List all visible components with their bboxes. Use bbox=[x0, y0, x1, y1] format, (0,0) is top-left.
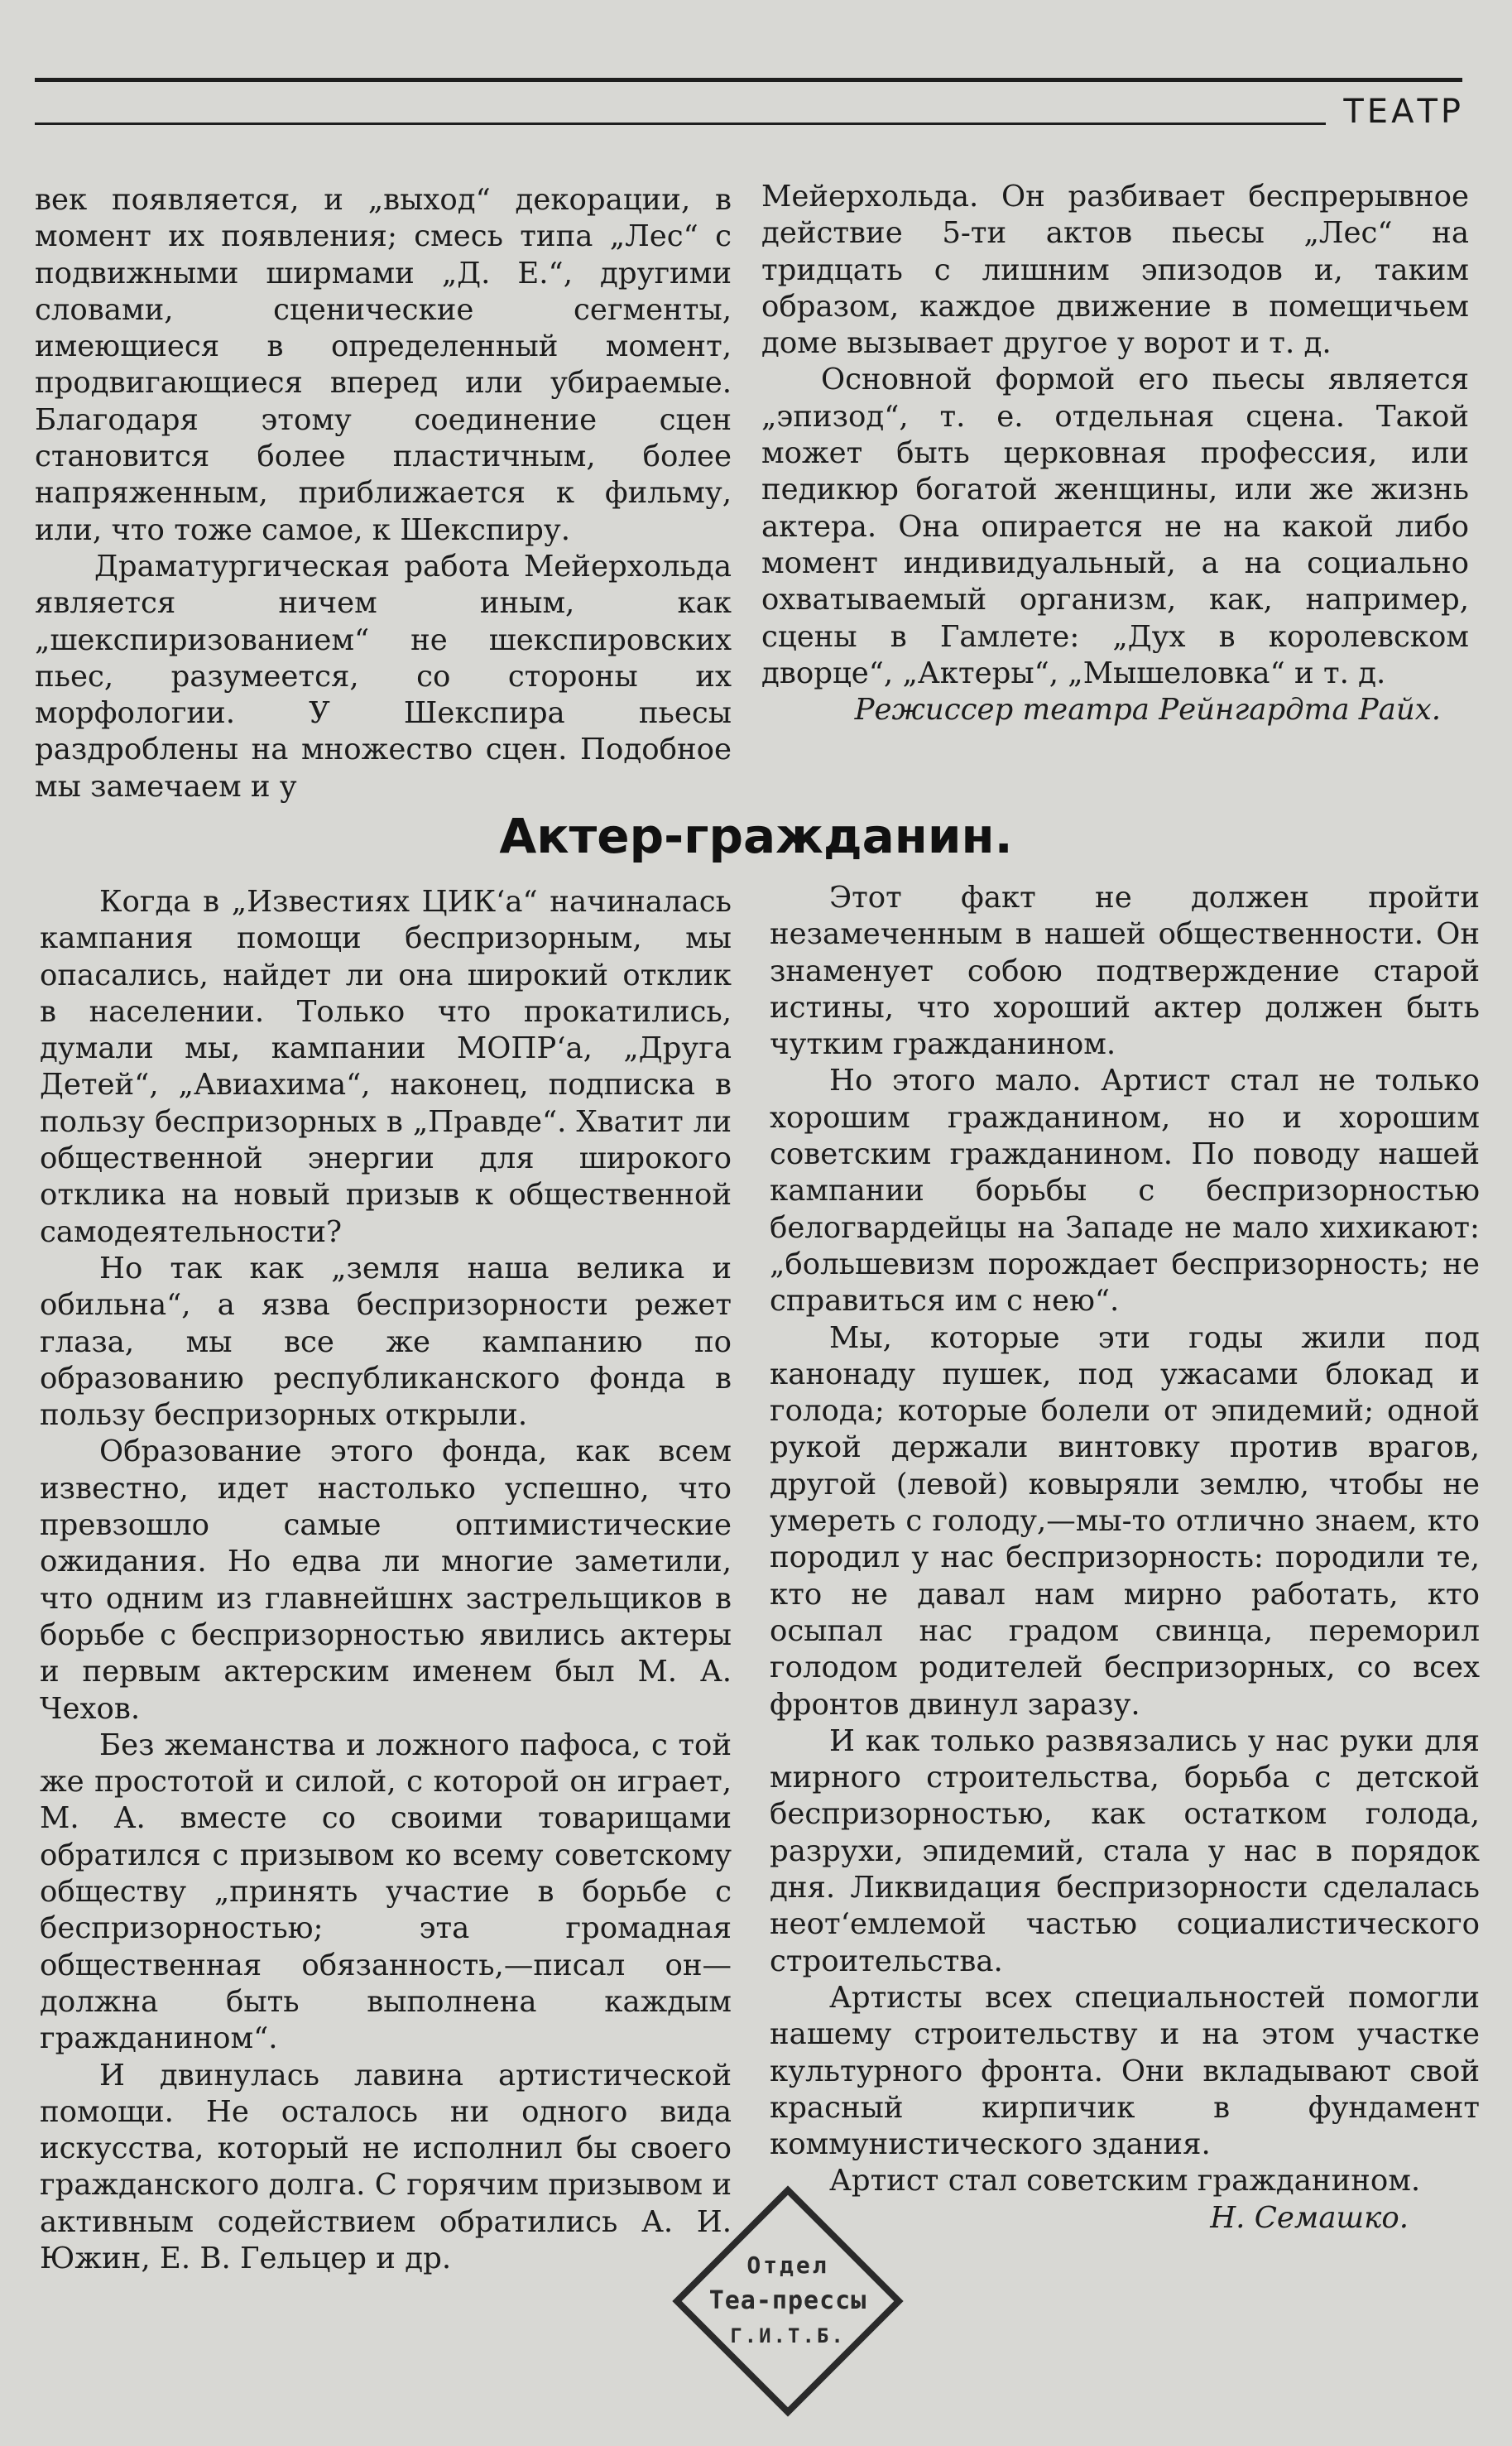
paragraph: И как только развязались у нас руки для мирного строительства, борьба с детской беспризорностью, как остатком голода, разрухи, эпидемий, стала у нас в порядок дня. Ликвидация беспризорности сделалась неот‘емлемой частью социалистического строительства. bbox=[770, 1723, 1480, 1978]
stamp-line-1: Отдел bbox=[746, 2251, 829, 2279]
library-stamp bbox=[672, 2185, 904, 2417]
paragraph: Драматургическая работа Мейерхольда является ничем иным, как „шекспиризованием“ не шекспировских пьес, разумеется, со стороны их морфологии. У Шекспира пьесы раздроблены на множество сцен. Подобное мы замечаем и у bbox=[35, 549, 732, 804]
article-column-2 bbox=[770, 880, 1480, 2237]
top-article-signature: Режиссер театра Рейнгардта Райх. bbox=[854, 693, 1441, 728]
paragraph: Этот факт не должен пройти незамеченным в нашей общественности. Он знаменует собою подтверждение старой истины, что хороший актер должен быть чутким гражданином. bbox=[770, 881, 1480, 1062]
top-article-column-1 bbox=[35, 182, 732, 805]
paragraph: Но этого мало. Артист стал не только хорошим гражданином, но и хорошим советским гражданином. По поводу нашей кампании борьбы с беспризорностью белогвардейцы на Западе не мало хихикают: „большевизм порождает беспризорность; не справиться им с нею“. bbox=[770, 1064, 1480, 1319]
paragraph: И двинулась лавина артистической помощи. Не осталось ни одного вида искусства, который не исполнил бы своего гражданского долга. С горячим призывом и активным содействием обратились А. И. Южин, Е. В. Гельцер и др. bbox=[40, 2058, 732, 2275]
paragraph: Образование этого фонда, как всем известно, идет настолько успешно, что превзошло самые оптимистические ожидания. Но едва ли многие заметили, что одним из главнейшнх застрельщиков в борьбе с беспризорностью явились актеры и первым актерским именем был М. А. Чехов. bbox=[40, 1434, 732, 1726]
paragraph: Но так как „земля наша велика и обильна“, а язва беспризорности режет глаза, мы все же кампанию по образованию республиканского фонда в пользу беспризорных открыли. bbox=[40, 1251, 732, 1433]
article-title: Актер-гражданин. bbox=[499, 808, 1013, 864]
stamp-line-2: Теа-прессы bbox=[708, 2286, 867, 2315]
header-rule bbox=[35, 123, 1326, 125]
paragraph: Когда в „Известиях ЦИК‘а“ начиналась кампания помощи беспризорным, мы опасались, найдет ли она широкий отклик в населении. Только что прокатились, думали мы, кампании МОПР‘а, „Друга Детей“, „Авиахима“, наконец, подписка в пользу беспризорных в „Правде“. Хватит ли общественной энергии для широкого отклика на новый призыв к общественной самодеятельности? bbox=[40, 885, 732, 1249]
article-signature: Н. Семашко. bbox=[1210, 2200, 1409, 2235]
paragraph: Мейерхольда. Он разбивает беспрерывное действие 5-ти актов пьесы „Лес“ на тридцать с лишним эпизодов и, таким образом, каждое движение в помещичьем доме вызывает другое у ворот и т. д. bbox=[761, 180, 1469, 361]
article-column-1 bbox=[40, 884, 732, 2277]
paragraph: век появляется, и „выход“ декорации, в момент их появления; смесь типа „Лес“ с подвижными ширмами „Д. Е.“, другими словами, сценические сегменты, имеющиеся в определенный момент, продвигающиеся вперед или убираемые. Благодаря этому соединение сцен становится более пластичным, более напряженным, приближается к фильму, или, что тоже самое, к Шекспиру. bbox=[35, 183, 732, 547]
paragraph: Мы, которые эти годы жили под канонаду пушек, под ужасами блокад и голода; которые болели от эпидемий; одной рукой держали винтовку против врагов, другой (левой) ковыряли землю, чтобы не умереть с голоду,—мы-то отлично знаем, кто породил у нас беспризорность: породили те, кто не давал нам мирно работать, кто осыпал нас градом свинца, переморил голодом родителей беспризорных, со всех фронтов двинул заразу. bbox=[770, 1320, 1480, 1722]
top-article-column-2 bbox=[761, 179, 1469, 728]
closing-line: Артист стал советским гражданином. bbox=[829, 2164, 1421, 2199]
top-rule bbox=[35, 78, 1462, 82]
paragraph: Основной формой его пьесы является „эпизод“, т. е. отдельная сцена. Такой может быть церковная профессия, или педикюр богатой женщины, или же жизнь актера. Она опирается не на какой либо момент индивидуальный, а на социально охватываемый организм, как, например, сцены в Гамлете: „Дух в королевском дворце“, „Актеры“, „Мышеловка“ и т. д. bbox=[761, 363, 1469, 690]
paragraph: Без жеманства и ложного пафоса, с той же простотой и силой, с которой он играет, М. А. вместе со своими товарищами обратился с призывом ко всему советскому обществу „принять участие в борьбе с беспризорностью; эта громадная общественная обязанность,—писал он—должна быть выполнена каждым гражданином“. bbox=[40, 1728, 732, 2056]
stamp-line-3: Г.И.Т.Б. bbox=[730, 2324, 846, 2347]
paragraph: Артисты всех специальностей помогли нашему строительству и на этом участке культурного фронта. Они вкладывают свой красный кирпичик в фундамент коммунистического здания. bbox=[770, 1980, 1480, 2162]
section-label: ТЕАТР bbox=[1343, 93, 1464, 131]
